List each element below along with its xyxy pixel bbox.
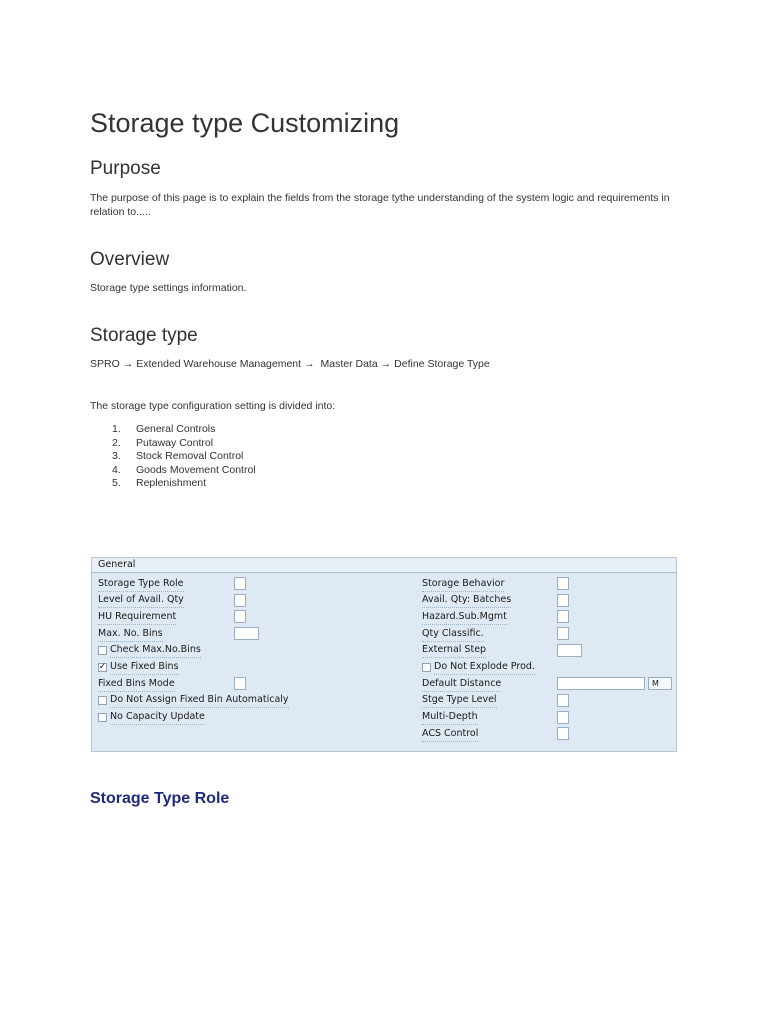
field-label: Fixed Bins Mode — [98, 676, 175, 692]
storage-type-heading: Storage type — [90, 325, 198, 346]
path-step: Master Data — [320, 358, 378, 370]
list-label: Putaway Control — [136, 436, 214, 449]
field-row-max-no-bins — [98, 626, 163, 641]
input-default-distance[interactable] — [557, 677, 645, 690]
field-label: Do Not Assign Fixed Bin Automaticaly — [110, 692, 289, 708]
input-hazard-sub-mgmt[interactable] — [557, 610, 569, 623]
list-label: Replenishment — [136, 477, 207, 489]
field-label: HU Requirement — [98, 609, 176, 625]
field-label: External Step — [422, 642, 486, 658]
list-label: Goods Movement Control — [136, 463, 256, 476]
input-level-of-avail-qty[interactable] — [234, 594, 246, 607]
checkbox-do-not-explode-prod[interactable] — [422, 663, 431, 672]
input-max-no-bins[interactable] — [234, 627, 259, 640]
field-label: Storage Behavior — [422, 576, 504, 592]
list-number: 3. — [112, 450, 121, 462]
input-multi-depth[interactable] — [557, 711, 569, 724]
field-label: Default Distance — [422, 676, 501, 692]
input-acs-control[interactable] — [557, 727, 569, 740]
field-row-avail-qty-batches — [422, 593, 511, 608]
path-step: SPRO — [90, 358, 120, 370]
input-storage-behavior[interactable] — [557, 577, 569, 590]
field-row-external-step — [422, 643, 486, 658]
field-label: Check Max.No.Bins — [110, 642, 201, 658]
field-row-qty-classific — [422, 626, 484, 641]
path-step: Extended Warehouse Management — [136, 358, 302, 370]
arrow-right-icon: → — [380, 358, 392, 370]
field-label: Use Fixed Bins — [110, 659, 179, 675]
list-item — [90, 464, 256, 478]
field-row-storage-behavior — [422, 576, 504, 591]
unit-field[interactable]: M — [648, 677, 672, 690]
list-label: Stock Removal Control — [136, 450, 244, 462]
input-hu-requirement[interactable] — [234, 610, 246, 623]
overview-heading: Overview — [90, 249, 170, 270]
input-fixed-bins-mode[interactable] — [234, 677, 246, 690]
config-list — [90, 423, 256, 491]
list-item — [90, 423, 256, 437]
input-external-step[interactable] — [557, 644, 582, 657]
field-label: Qty Classific. — [422, 626, 484, 642]
list-item — [90, 450, 256, 464]
field-label: Do Not Explode Prod. — [434, 659, 535, 675]
list-item — [90, 477, 256, 491]
field-row-acs-control — [422, 726, 478, 741]
field-label: Max. No. Bins — [98, 626, 163, 642]
purpose-text: The purpose of this page is to explain the fields from the storage tythe understanding of the system logic and requirements in relation to..... — [90, 192, 670, 218]
input-storage-type-role[interactable] — [234, 577, 246, 590]
overview-text: Storage type settings information. — [90, 282, 247, 294]
arrow-right-icon: → — [304, 358, 315, 370]
checkbox-use-fixed-bins[interactable]: ✓ — [98, 661, 107, 672]
field-row-no-capacity-update — [98, 710, 205, 725]
list-item — [90, 437, 256, 451]
field-row-default-distance — [422, 676, 501, 691]
list-number: 2. — [112, 436, 121, 449]
input-avail-qty-batches[interactable] — [557, 594, 569, 607]
field-row-hu-requirement — [98, 609, 176, 624]
path-step: Define Storage Type — [394, 358, 490, 370]
checkbox-no-capacity-update[interactable] — [98, 713, 107, 722]
field-label: No Capacity Update — [110, 709, 205, 725]
field-row-do-not-explode-prod — [422, 660, 535, 675]
purpose-heading: Purpose — [90, 158, 161, 179]
checkbox-check-max-no-bins[interactable] — [98, 646, 107, 655]
field-label: Avail. Qty: Batches — [422, 592, 511, 608]
list-number: 1. — [112, 423, 121, 435]
section-title: Storage Type Role — [90, 790, 230, 807]
list-number: 5. — [112, 477, 121, 489]
field-row-use-fixed-bins — [98, 660, 179, 675]
input-stge-type-level[interactable] — [557, 694, 569, 707]
list-label: General Controls — [136, 423, 216, 435]
field-row-do-not-assign-fixed-bin-automaticaly — [98, 693, 289, 708]
field-label: Multi-Depth — [422, 709, 478, 725]
arrow-right-icon: → — [122, 358, 134, 370]
field-row-storage-type-role — [98, 576, 184, 591]
sap-general-panel — [91, 557, 677, 752]
field-row-level-of-avail-qty — [98, 593, 184, 608]
field-row-check-max-no-bins — [98, 643, 201, 658]
field-label: ACS Control — [422, 726, 478, 742]
list-number: 4. — [112, 463, 121, 476]
field-row-fixed-bins-mode — [98, 676, 175, 691]
field-row-multi-depth — [422, 710, 478, 725]
field-label: Stge Type Level — [422, 692, 497, 708]
field-label: Hazard.Sub.Mgmt — [422, 609, 507, 625]
page-title: Storage type Customizing — [90, 108, 400, 138]
field-row-hazard-sub-mgmt — [422, 609, 507, 624]
input-qty-classific[interactable] — [557, 627, 569, 640]
panel-header: General — [92, 558, 676, 573]
config-intro: The storage type configuration setting is divided into: — [90, 400, 336, 412]
checkbox-do-not-assign-fixed-bin-automaticaly[interactable] — [98, 696, 107, 705]
field-label: Storage Type Role — [98, 576, 184, 592]
field-label: Level of Avail. Qty — [98, 592, 184, 608]
spro-path — [90, 358, 680, 372]
field-row-stge-type-level — [422, 693, 497, 708]
